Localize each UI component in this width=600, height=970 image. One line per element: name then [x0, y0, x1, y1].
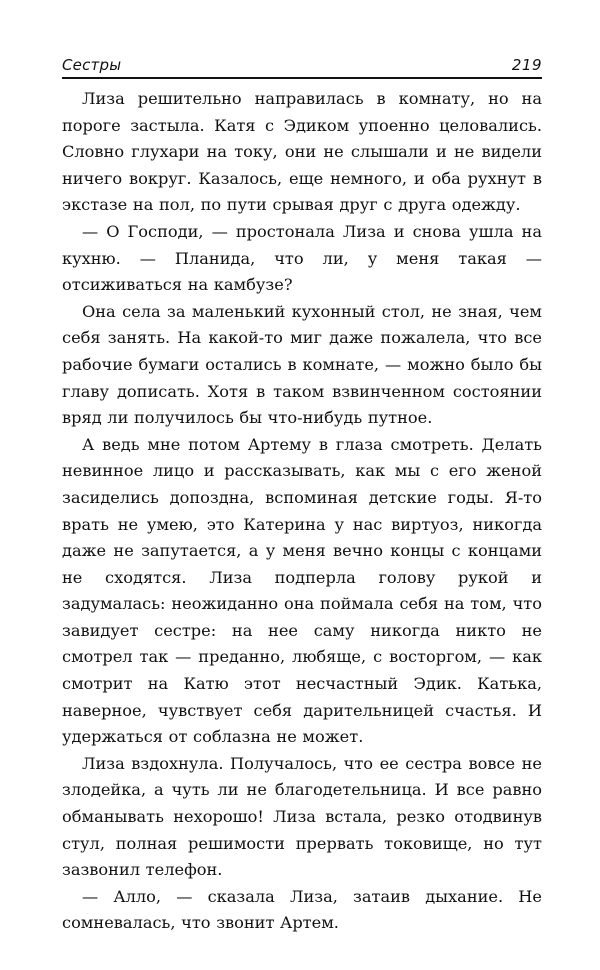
book-page: [62, 56, 542, 937]
page-number: 219: [511, 56, 542, 74]
paragraph: Она села за маленький кухонный стол, не зная, чем себя занять. На какой-то миг даже пожалела, что все рабочие бумаги остались в комнате, — можно было бы главу дописать. Хотя в таком взвинченном состоянии вряд ли получилось бы что-нибудь путное.: [62, 301, 542, 428]
paragraph: — Алло, — сказала Лиза, затаив дыхание. Не сомневалась, что звонит Артем.: [62, 886, 542, 933]
running-header: [62, 56, 542, 79]
paragraph: Лиза решительно направилась в комнату, но на пороге застыла. Катя с Эдиком упоенно целовались. Словно глухари на току, они не слышали и не видели ничего вокруг. Казалось, еще немного, и оба рухнут в экстазе на пол, по пути срывая друг с друга одежду.: [62, 89, 542, 215]
paragraph: Лиза вздохнула. Получалось, что ее сестра вовсе не злодейка, а чуть ли не благодетельница. И все равно обманывать нехорошо! Лиза встала, резко отодвинув стул, полная решимости прервать токовище, но тут зазвонил телефон.: [62, 753, 542, 880]
paragraph: — О Господи, — простонала Лиза и снова ушла на кухню. — Планида, что ли, у меня такая — отсиживаться на камбузе?: [62, 221, 542, 295]
body-text: [62, 86, 542, 937]
paragraph: А ведь мне потом Артему в глаза смотреть. Делать невинное лицо и рассказывать, как мы с его женой засиделись допоздна, вспоминая детские годы. Я-то врать не умею, это Катерина у нас виртуоз, никогда даже не запутается, а у меня вечно концы с концами не сходятся. Лиза подперла голову рукой и задумалась: неожиданно она поймала себя на том, что завидует сестре: на нее саму никогда никто не смотрел так — преданно, любяще, с восторгом, — как смотрит на Катю этот несчастный Эдик. Катька, наверное, чувствует себя дарительницей счастья. И удержаться от соблазна не может.: [62, 434, 542, 747]
chapter-title: Сестры: [62, 56, 122, 74]
